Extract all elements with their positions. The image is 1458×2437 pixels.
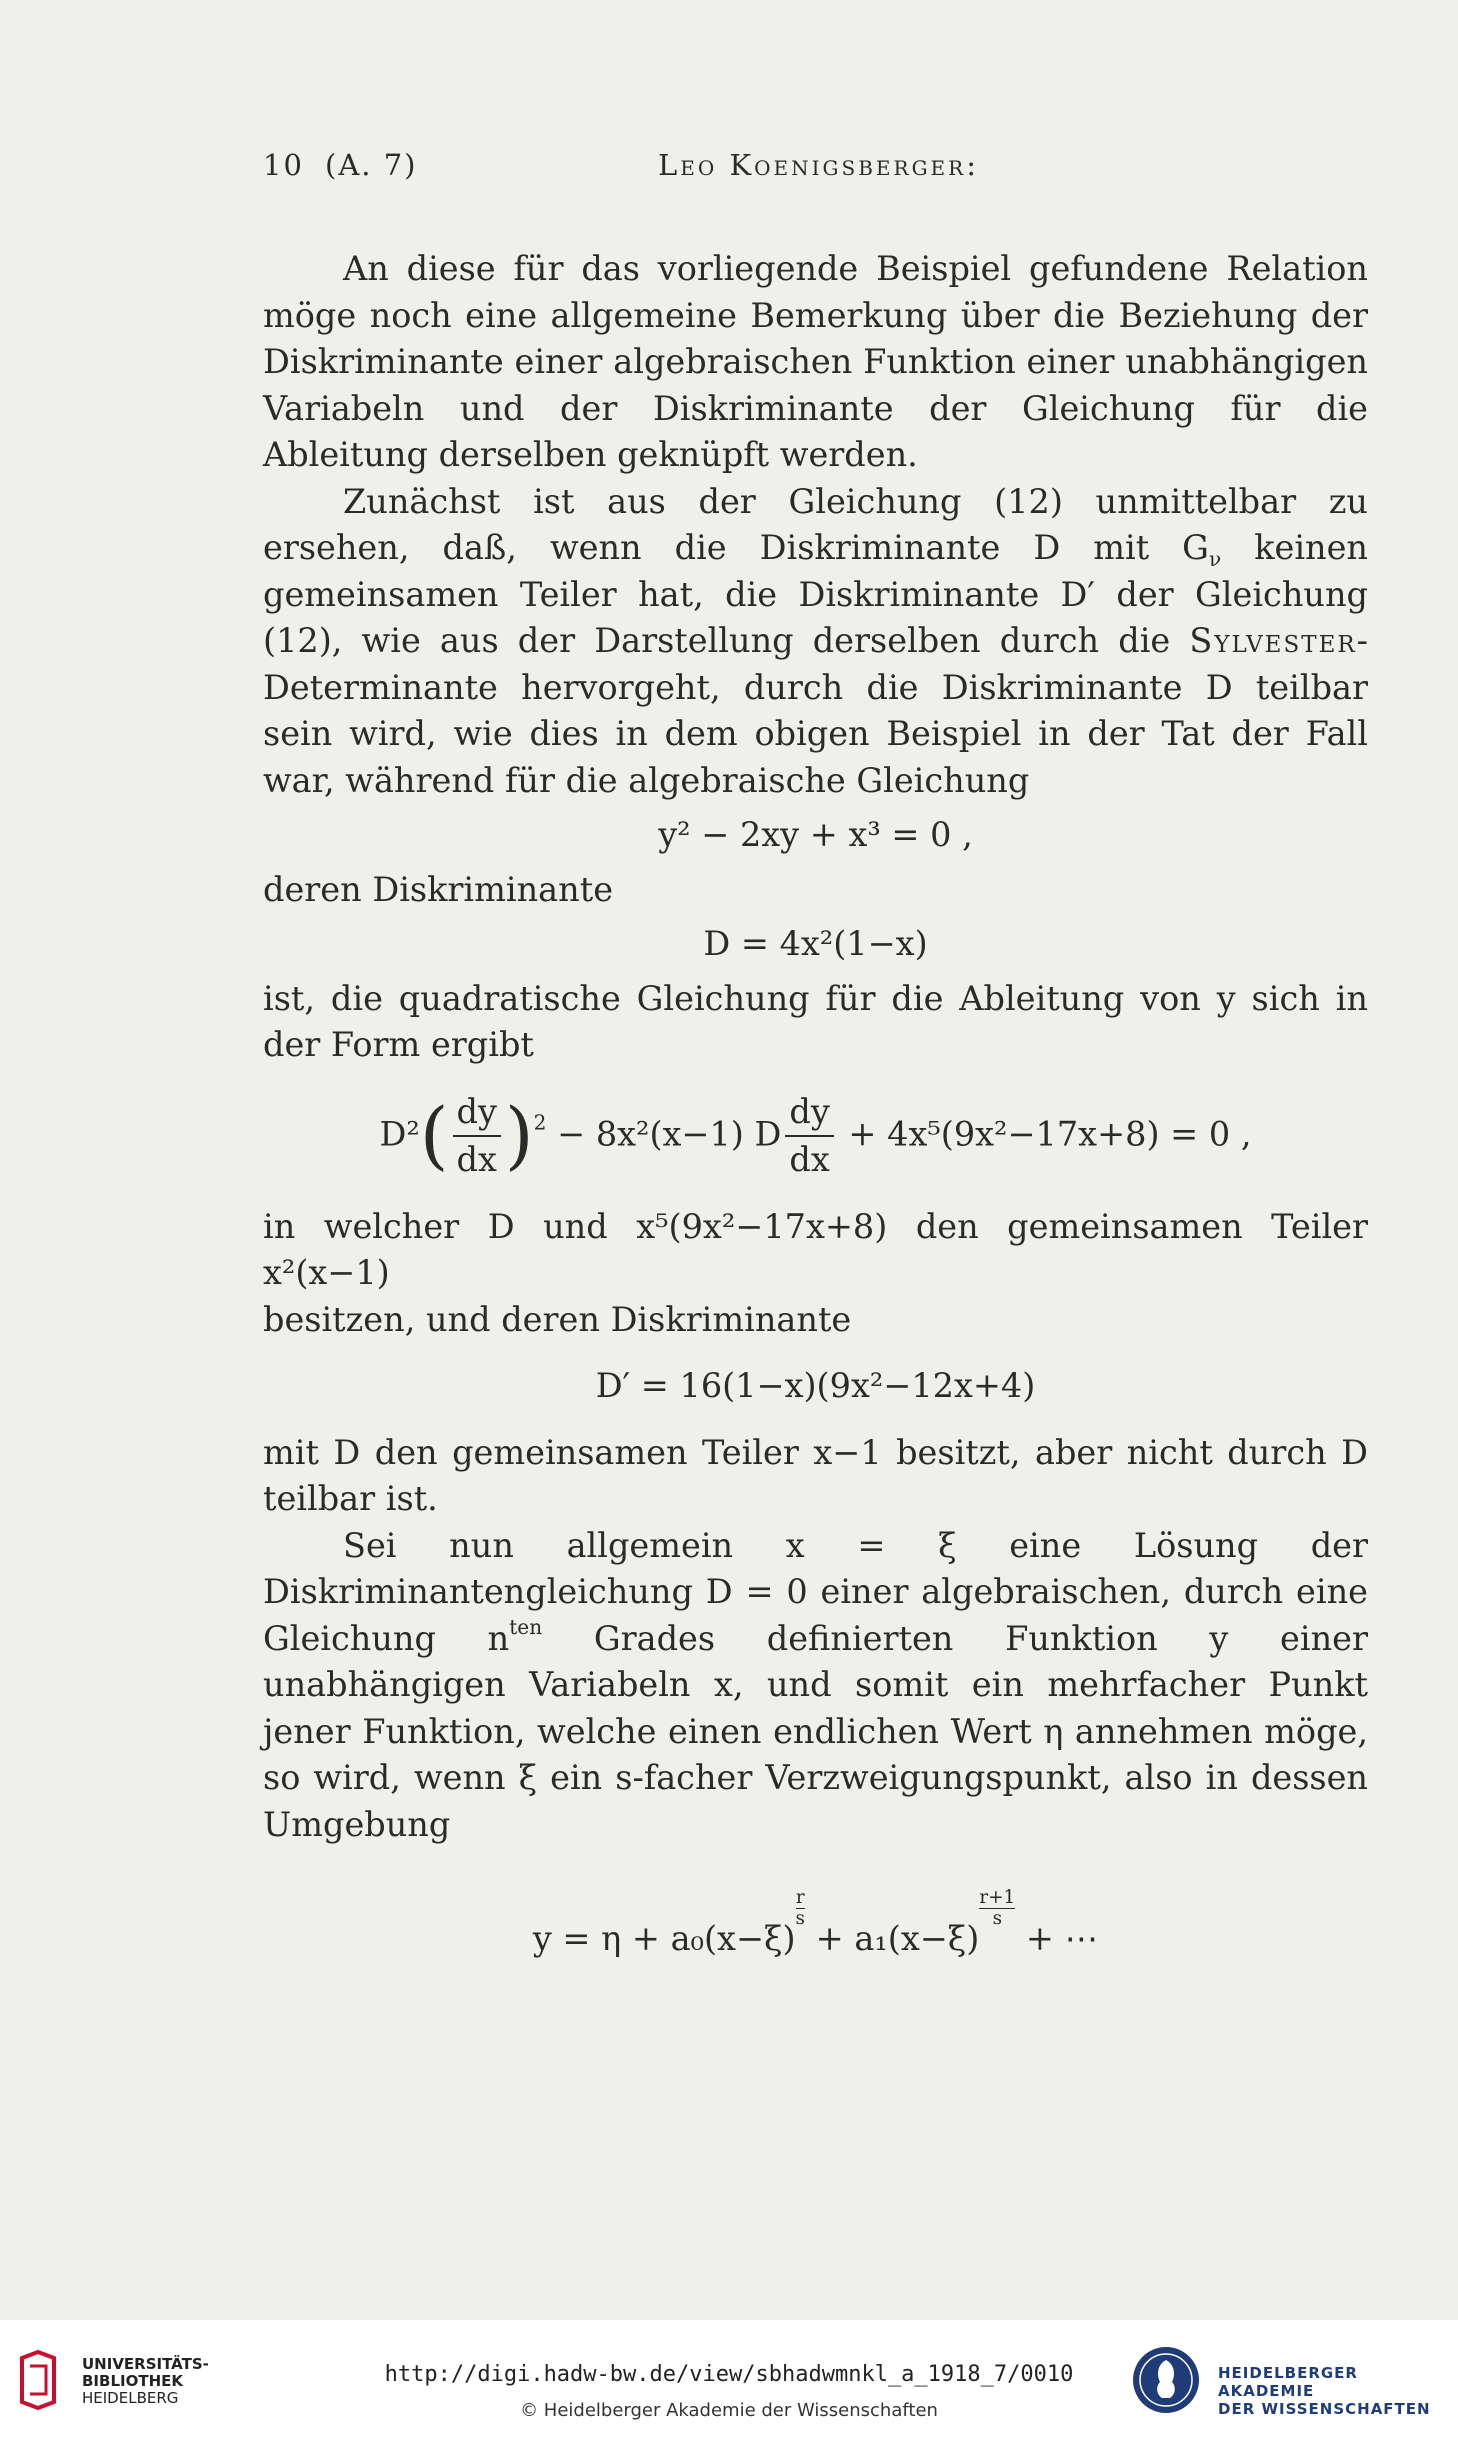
paragraph-8: Sei nun allgemein x = ξ eine Lösung der Diskriminantengleichung D = 0 einer algebraischen, durch eine Gleichung $n^{ten}$ Grades definierten Funktion y einer unabhängigen Variabeln x, und somit ein mehrfacher Punkt jener Funktion, welche einen endlichen Wert η annehmen möge, so wird, wenn ξ ein s-facher Verzweigungspunkt, also in dessen Umgebung	[263, 1525, 1368, 1844]
academy-name: HEIDELBERGER AKADEMIE DER WISSENSCHAFTEN	[1218, 2364, 1431, 2418]
sylvester-name: Sylvester	[1189, 621, 1357, 660]
exponent-fraction-1: $\frac{r}{s}$	[795, 1887, 805, 1930]
equation-1: y² − 2xy + x³ = 0 ,	[658, 815, 973, 854]
exponent-fraction-2: $\frac{r+1}{s}$	[979, 1887, 1016, 1930]
dy-dx-fraction: $\frac{dy}{dx}$	[453, 1089, 501, 1184]
author-name: Leo Koenigsberger:	[658, 148, 979, 182]
copyright-notice: © Heidelberger Akademie der Wissenschaften	[520, 2400, 938, 2421]
page-number: 10	[263, 148, 304, 182]
section-ref: (A. 7)	[325, 148, 418, 182]
paragraph-2: Zunächst ist aus der Gleichung (12) unmittelbar zu ersehen, daß, wenn die Diskriminante D mit $G_\nu$ keinen gemeinsamen Teiler hat, die Diskriminante D′ der Gleichung (12), wie aus der Darstellung derselben durch die Sylvester-Determinante hervorgeht, durch die Diskriminante D teilbar sein wird, wie dies in dem obigen Beispiel in der Tat der Fall war, während für die algebraische Gleichung	[263, 481, 1369, 800]
source-url-link[interactable]: http://digi.hadw-bw.de/view/sbhadwmnkl_a_1918_7/0010	[384, 2362, 1074, 2387]
paragraph-1: An diese für das vorliegende Beispiel gefundene Relation möge noch eine allgemeine Bemerkung über die Beziehung der Diskriminante einer algebraischen Funktion einer unabhängigen Variabeln und der Diskriminante der Gleichung für die Ableitung derselben geknüpft werden.	[263, 249, 1368, 474]
paragraph-3: deren Diskriminante	[263, 869, 614, 909]
text-body	[263, 246, 1368, 1983]
paragraph-6: besitzen, und deren Diskriminante	[263, 1299, 852, 1339]
equation-2: D = 4x²(1−x)	[703, 924, 928, 963]
paragraph-4: ist, die quadratische Gleichung für die Ableitung von y sich in der Form ergibt	[263, 978, 1368, 1064]
equation-3: D²( $\frac{dy}{dx}$ )$^2$ − 8x²(x−1) D $\frac{dy}{dx}$ + 4x⁵(9x²−17x+8) = 0 ,	[263, 1089, 1368, 1184]
digitization-footer	[0, 2320, 1458, 2437]
equation-4: D′ = 16(1−x)(9x²−12x+4)	[595, 1366, 1036, 1405]
equation-5: $y = \eta + a_0(x-\xi)\frac{r}{s}$ + $a_1(x-\xi)\frac{r+1}{s}$ + ⋯	[532, 1887, 1099, 1959]
paragraph-7: mit D den gemeinsamen Teiler x−1 besitzt, aber nicht durch D teilbar ist.	[263, 1432, 1368, 1518]
library-name: UNIVERSITÄTS- BIBLIOTHEK HEIDELBERG	[82, 2355, 209, 2407]
paragraph-5: in welcher D und x⁵(9x²−17x+8) den gemeinsamen Teiler x²(x−1)	[263, 1206, 1369, 1292]
academy-seal-icon	[1130, 2344, 1202, 2416]
dy-dx-fraction-2: $\frac{dy}{dx}$	[785, 1089, 833, 1184]
